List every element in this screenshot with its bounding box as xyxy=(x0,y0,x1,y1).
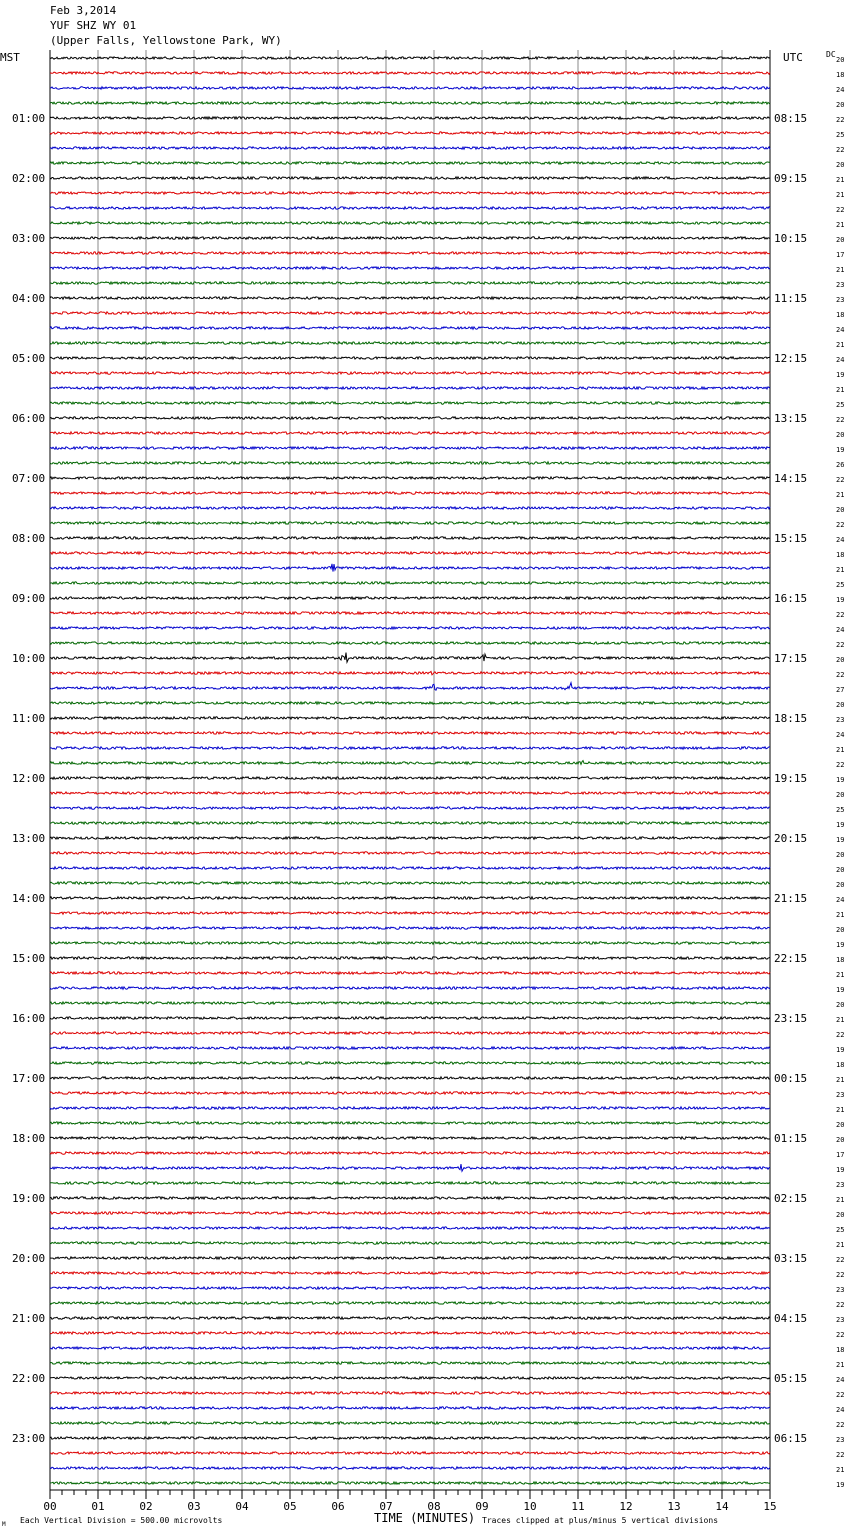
dc-offset-label: 25 xyxy=(836,131,845,139)
dc-offset-label: 20 xyxy=(836,1001,845,1009)
trace-line xyxy=(50,1422,770,1424)
dc-offset-label: 21 xyxy=(836,491,845,499)
x-tick-label: 04 xyxy=(235,1500,249,1513)
dc-offset-label: 20 xyxy=(836,851,845,859)
right-hour-label: 17:15 xyxy=(774,652,808,665)
trace-line xyxy=(50,162,770,164)
dc-offset-label: 22 xyxy=(836,146,845,154)
trace-line xyxy=(50,1332,770,1334)
trace-line xyxy=(50,1407,770,1409)
dc-offset-label: 20 xyxy=(836,791,845,799)
dc-offset-label: 21 xyxy=(836,1361,845,1369)
trace-line xyxy=(50,1317,770,1319)
left-hour-label: 18:00 xyxy=(12,1132,46,1145)
dc-offset-label: 22 xyxy=(836,1451,845,1459)
dc-offset-label: 24 xyxy=(836,326,845,334)
dc-offset-label: 22 xyxy=(836,116,845,124)
dc-offset-label: 21 xyxy=(836,221,845,229)
dc-offset-label: 18 xyxy=(836,1061,845,1069)
right-hour-label: 11:15 xyxy=(774,292,808,305)
dc-offset-label: 20 xyxy=(836,701,845,709)
dc-offset-label: 19 xyxy=(836,821,845,829)
scale-note: Each Vertical Division = 500.00 microvolts xyxy=(20,1516,223,1525)
dc-offset-label: 22 xyxy=(836,476,845,484)
left-hour-label: 22:00 xyxy=(12,1372,46,1385)
dc-offset-label: 19 xyxy=(836,371,845,379)
trace-line xyxy=(50,972,770,974)
dc-offset-label: 19 xyxy=(836,986,845,994)
dc-offset-label: 21 xyxy=(836,386,845,394)
dc-offset-label: 20 xyxy=(836,161,845,169)
dc-offset-label: 21 xyxy=(836,1106,845,1114)
dc-offset-label: 21 xyxy=(836,341,845,349)
trace-line xyxy=(50,702,770,704)
dc-offset-label: 20 xyxy=(836,1211,845,1219)
left-hour-label: 04:00 xyxy=(12,292,46,305)
trace-line xyxy=(50,402,770,404)
trace-line xyxy=(50,747,770,749)
dc-offset-label: 19 xyxy=(836,596,845,604)
trace-line xyxy=(50,447,770,449)
trace-line xyxy=(50,1377,770,1379)
dc-offset-label: 18 xyxy=(836,71,845,79)
location-title: (Upper Falls, Yellowstone Park, WY) xyxy=(50,34,282,47)
trace-line xyxy=(50,1182,770,1184)
x-tick-label: 15 xyxy=(763,1500,777,1513)
trace-line xyxy=(50,1482,770,1484)
right-hour-label: 16:15 xyxy=(774,592,808,605)
trace-line xyxy=(50,1122,770,1124)
dc-offset-label: 18 xyxy=(836,551,845,559)
dc-offset-label: 20 xyxy=(836,926,845,934)
dc-offset-label: 20 xyxy=(836,431,845,439)
right-hour-label: 10:15 xyxy=(774,232,808,245)
trace-line xyxy=(50,627,770,629)
trace-line xyxy=(50,717,770,719)
left-hour-label: 01:00 xyxy=(12,112,46,125)
trace-line xyxy=(50,957,770,959)
dc-offset-label: 18 xyxy=(836,311,845,319)
left-hour-label: 21:00 xyxy=(12,1312,46,1325)
dc-offset-label: 23 xyxy=(836,1286,845,1294)
left-hour-label: 16:00 xyxy=(12,1012,46,1025)
dc-offset-label: 19 xyxy=(836,1166,845,1174)
trace-line xyxy=(50,1062,770,1064)
trace-line xyxy=(50,1347,770,1349)
dc-offset-label: 21 xyxy=(836,1016,845,1024)
trace-line xyxy=(50,1302,770,1304)
dc-offset-label: 19 xyxy=(836,836,845,844)
x-tick-label: 10 xyxy=(523,1500,537,1513)
trace-line xyxy=(50,342,770,344)
trace-line xyxy=(50,432,770,434)
right-hour-label: 06:15 xyxy=(774,1432,808,1445)
trace-line xyxy=(50,1047,770,1049)
trace-line xyxy=(50,192,770,194)
trace-line xyxy=(50,1092,770,1094)
left-hour-label: 07:00 xyxy=(12,472,46,485)
dc-offset-label: 25 xyxy=(836,806,845,814)
trace-line xyxy=(50,417,770,419)
left-hour-label: 19:00 xyxy=(12,1192,46,1205)
x-tick-label: 12 xyxy=(619,1500,633,1513)
right-hour-label: 05:15 xyxy=(774,1372,808,1385)
trace-line xyxy=(50,147,770,149)
trace-line xyxy=(50,522,770,524)
trace-line xyxy=(50,252,770,254)
right-hour-label: 18:15 xyxy=(774,712,808,725)
dc-offset-label: 22 xyxy=(836,1031,845,1039)
dc-offset-label: 19 xyxy=(836,941,845,949)
trace-line xyxy=(50,537,770,539)
trace-line xyxy=(50,942,770,944)
trace-line xyxy=(50,564,770,572)
dc-offset-label: 20 xyxy=(836,236,845,244)
right-timezone-label: UTC xyxy=(783,51,803,64)
trace-line xyxy=(50,312,770,314)
trace-line xyxy=(50,1017,770,1019)
clip-note: Traces clipped at plus/minus 5 vertical divisions xyxy=(482,1516,719,1525)
x-tick-label: 11 xyxy=(571,1500,585,1513)
trace-line xyxy=(50,462,770,464)
trace-line xyxy=(50,507,770,509)
dc-offset-label: 20 xyxy=(836,1136,845,1144)
trace-line xyxy=(50,1137,770,1139)
dc-offset-label: 22 xyxy=(836,1421,845,1429)
dc-offset-label: 23 xyxy=(836,1316,845,1324)
dc-offset-label: 22 xyxy=(836,206,845,214)
x-tick-label: 13 xyxy=(667,1500,681,1513)
trace-line xyxy=(50,1272,770,1274)
trace-line xyxy=(50,653,770,663)
right-hour-label: 19:15 xyxy=(774,772,808,785)
dc-offset-label: 17 xyxy=(836,251,845,259)
dc-offset-label: 25 xyxy=(836,1226,845,1234)
x-tick-label: 05 xyxy=(283,1500,297,1513)
dc-offset-label: 24 xyxy=(836,626,845,634)
dc-offset-label: 22 xyxy=(836,416,845,424)
x-tick-label: 02 xyxy=(139,1500,153,1513)
right-hour-label: 02:15 xyxy=(774,1192,808,1205)
dc-offset-label: 22 xyxy=(836,1331,845,1339)
trace-line xyxy=(50,1452,770,1454)
trace-line xyxy=(50,612,770,614)
date-title: Feb 3,2014 xyxy=(50,4,117,17)
trace-line xyxy=(50,1164,770,1171)
dc-offset-label: 21 xyxy=(836,1196,845,1204)
trace-line xyxy=(50,1242,770,1244)
x-tick-label: 06 xyxy=(331,1500,345,1513)
dc-offset-label: 20 xyxy=(836,101,845,109)
trace-line xyxy=(50,177,770,179)
x-tick-label: 07 xyxy=(379,1500,393,1513)
trace-line xyxy=(50,492,770,494)
dc-offset-label: 24 xyxy=(836,86,845,94)
x-axis-title: TIME (MINUTES) xyxy=(374,1511,476,1525)
x-tick-label: 03 xyxy=(187,1500,201,1513)
dc-offset-label: 20 xyxy=(836,656,845,664)
trace-line xyxy=(50,237,770,239)
right-hour-label: 15:15 xyxy=(774,532,808,545)
trace-line xyxy=(50,1152,770,1154)
left-hour-label: 02:00 xyxy=(12,172,46,185)
dc-offset-label: 19 xyxy=(836,446,845,454)
trace-line xyxy=(50,777,770,779)
x-tick-label: 09 xyxy=(475,1500,489,1513)
dc-offset-label: 21 xyxy=(836,266,845,274)
dc-offset-label: 22 xyxy=(836,761,845,769)
dc-offset-label: 20 xyxy=(836,506,845,514)
right-hour-label: 20:15 xyxy=(774,832,808,845)
dc-offset-label: 23 xyxy=(836,281,845,289)
dc-offset-label: 19 xyxy=(836,1481,845,1489)
x-tick-label: 14 xyxy=(715,1500,729,1513)
right-hour-label: 09:15 xyxy=(774,172,808,185)
dc-offset-label: 18 xyxy=(836,956,845,964)
left-timezone-label: MST xyxy=(0,51,20,64)
trace-line xyxy=(50,1362,770,1364)
trace-line xyxy=(50,1287,770,1289)
trace-line xyxy=(50,1002,770,1004)
trace-line xyxy=(50,267,770,269)
dc-offset-label: 17 xyxy=(836,1151,845,1159)
station-title: YUF SHZ WY 01 xyxy=(50,19,137,32)
trace-line xyxy=(50,207,770,209)
trace-line xyxy=(50,282,770,284)
dc-header-label: DC xyxy=(826,50,836,59)
dc-offset-label: 25 xyxy=(836,401,845,409)
trace-line xyxy=(50,552,770,554)
dc-offset-label: 24 xyxy=(836,896,845,904)
dc-offset-label: 20 xyxy=(836,881,845,889)
left-hour-label: 03:00 xyxy=(12,232,46,245)
dc-offset-label: 26 xyxy=(836,461,845,469)
dc-offset-label: 24 xyxy=(836,1376,845,1384)
trace-line xyxy=(50,671,770,674)
trace-line xyxy=(50,912,770,914)
left-hour-label: 11:00 xyxy=(12,712,46,725)
trace-line xyxy=(50,897,770,899)
dc-offset-label: 22 xyxy=(836,611,845,619)
right-hour-label: 12:15 xyxy=(774,352,808,365)
dc-offset-label: 24 xyxy=(836,1406,845,1414)
trace-line xyxy=(50,72,770,74)
dc-offset-label: 21 xyxy=(836,1241,845,1249)
left-hour-label: 14:00 xyxy=(12,892,46,905)
trace-line xyxy=(50,732,770,734)
dc-offset-label: 22 xyxy=(836,641,845,649)
corner-mark: M xyxy=(2,1521,6,1528)
dc-offset-label: 21 xyxy=(836,911,845,919)
right-hour-label: 08:15 xyxy=(774,112,808,125)
trace-line xyxy=(50,987,770,989)
trace-line xyxy=(50,1032,770,1034)
dc-offset-label: 18 xyxy=(836,1346,845,1354)
left-hour-label: 08:00 xyxy=(12,532,46,545)
right-hour-label: 00:15 xyxy=(774,1072,808,1085)
trace-line xyxy=(50,57,770,59)
trace-line xyxy=(50,642,770,644)
left-hour-label: 10:00 xyxy=(12,652,46,665)
left-hour-label: 23:00 xyxy=(12,1432,46,1445)
trace-line xyxy=(50,87,770,89)
right-hour-label: 01:15 xyxy=(774,1132,808,1145)
dc-offset-label: 22 xyxy=(836,1391,845,1399)
dc-offset-label: 21 xyxy=(836,566,845,574)
x-tick-label: 01 xyxy=(91,1500,105,1513)
trace-line xyxy=(50,102,770,104)
dc-offset-label: 27 xyxy=(836,686,845,694)
trace-line xyxy=(50,1212,770,1214)
dc-offset-label: 24 xyxy=(836,536,845,544)
trace-line xyxy=(50,867,770,869)
trace-line xyxy=(50,387,770,389)
dc-offset-label: 25 xyxy=(836,581,845,589)
x-tick-label: 00 xyxy=(43,1500,57,1513)
left-hour-label: 09:00 xyxy=(12,592,46,605)
trace-line xyxy=(50,927,770,929)
dc-offset-label: 22 xyxy=(836,521,845,529)
trace-line xyxy=(50,372,770,374)
dc-offset-label: 23 xyxy=(836,296,845,304)
trace-line xyxy=(50,1197,770,1199)
trace-line xyxy=(50,357,770,359)
dc-offset-label: 21 xyxy=(836,1076,845,1084)
trace-line xyxy=(50,327,770,329)
trace-line xyxy=(50,477,770,479)
right-hour-label: 22:15 xyxy=(774,952,808,965)
right-hour-label: 21:15 xyxy=(774,892,808,905)
dc-offset-label: 21 xyxy=(836,176,845,184)
dc-offset-label: 22 xyxy=(836,1301,845,1309)
dc-offset-label: 21 xyxy=(836,971,845,979)
trace-line xyxy=(50,1437,770,1439)
dc-offset-label: 22 xyxy=(836,1256,845,1264)
trace-line xyxy=(50,117,770,119)
trace-line xyxy=(50,822,770,824)
dc-offset-label: 24 xyxy=(836,356,845,364)
trace-line xyxy=(50,837,770,839)
dc-offset-label: 19 xyxy=(836,776,845,784)
left-hour-label: 17:00 xyxy=(12,1072,46,1085)
trace-line xyxy=(50,807,770,809)
dc-offset-label: 19 xyxy=(836,1046,845,1054)
trace-line xyxy=(50,1107,770,1109)
trace-line xyxy=(50,683,770,691)
dc-offset-label: 22 xyxy=(836,671,845,679)
dc-offset-label: 22 xyxy=(836,1271,845,1279)
right-hour-label: 14:15 xyxy=(774,472,808,485)
right-hour-label: 13:15 xyxy=(774,412,808,425)
trace-line xyxy=(50,882,770,884)
left-hour-label: 12:00 xyxy=(12,772,46,785)
trace-line xyxy=(50,1077,770,1079)
trace-line xyxy=(50,792,770,794)
dc-offset-label: 23 xyxy=(836,1091,845,1099)
trace-line xyxy=(50,852,770,854)
trace-line xyxy=(50,597,770,599)
left-hour-label: 06:00 xyxy=(12,412,46,425)
trace-line xyxy=(50,222,770,224)
trace-line xyxy=(50,132,770,134)
right-hour-label: 04:15 xyxy=(774,1312,808,1325)
dc-offset-label: 21 xyxy=(836,1466,845,1474)
dc-offset-label: 24 xyxy=(836,731,845,739)
dc-offset-label: 20 xyxy=(836,56,845,64)
dc-offset-label: 21 xyxy=(836,746,845,754)
trace-line xyxy=(50,582,770,584)
trace-line xyxy=(50,761,770,765)
right-hour-label: 23:15 xyxy=(774,1012,808,1025)
dc-offset-label: 20 xyxy=(836,866,845,874)
dc-offset-label: 23 xyxy=(836,1181,845,1189)
dc-offset-label: 20 xyxy=(836,1121,845,1129)
right-hour-label: 03:15 xyxy=(774,1252,808,1265)
dc-offset-label: 23 xyxy=(836,716,845,724)
x-tick-label: 08 xyxy=(427,1500,441,1513)
trace-line xyxy=(50,1467,770,1469)
left-hour-label: 15:00 xyxy=(12,952,46,965)
left-hour-label: 13:00 xyxy=(12,832,46,845)
trace-line xyxy=(50,1227,770,1229)
trace-line xyxy=(50,1392,770,1394)
trace-line xyxy=(50,297,770,299)
trace-line xyxy=(50,1257,770,1259)
left-hour-label: 20:00 xyxy=(12,1252,46,1265)
dc-offset-label: 21 xyxy=(836,191,845,199)
left-hour-label: 05:00 xyxy=(12,352,46,365)
dc-offset-label: 23 xyxy=(836,1436,845,1444)
